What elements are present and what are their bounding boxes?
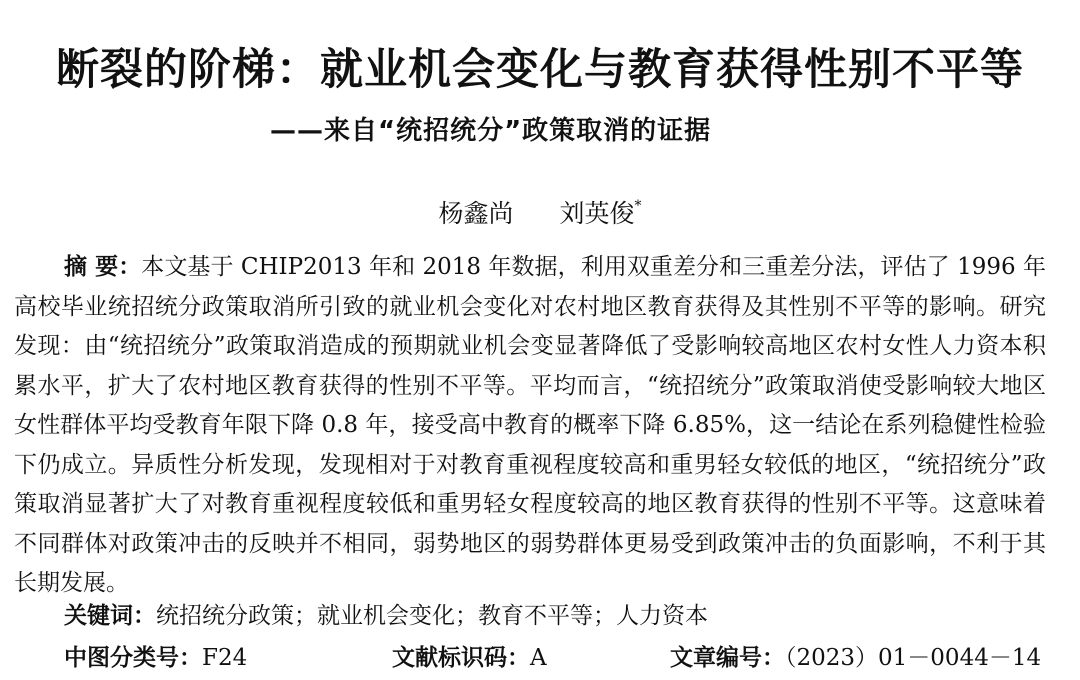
corresponding-author-mark: *: [634, 198, 642, 214]
document-code-value: A: [530, 645, 547, 671]
keywords-text: 统招统分政策；就业机会变化；教育不平等；人力资本: [156, 603, 708, 629]
paper-title: 断裂的阶梯：就业机会变化与教育获得性别不平等: [56, 45, 1024, 95]
abstract-text: 本文基于 CHIP2013 年和 2018 年数据，利用双重差分和三重差分法，评估了 1996 年高校毕业统招统分政策取消所引致的就业机会变化对农村地区教育获得及其性别不平等的影响。研究发现：由“统招统分”政策取消造成的预期就业机会变显著降低了受影响较高地区农村女性人力资本积累水平，扩大了农村地区教育获得的性别不平等。平均而言，“统招统分”政策取消使受影响较大地区女性群体平均受教育年限下降 0.8 年，接受高中教育的概率下降 6.85%，这一结论在系列稳健性检验下仍成立。异质性分析发现，发现相对于对教育重视程度较高和重男轻女较低的地区，“统招统分”政策取消显著扩大了对教育重视程度较低和重男轻女程度较高的地区教育获得的性别不平等。这意味着不同群体对政策冲击的反映并不相同，弱势地区的弱势群体更易受到政策冲击的负面影响，不利于其长期发展。: [14, 254, 1046, 596]
keywords-line: [64, 596, 708, 636]
article-number-label: 文章编号：: [670, 645, 785, 671]
clc-label: 中图分类号：: [64, 645, 202, 671]
author-name-1: 杨鑫尚: [438, 199, 514, 228]
abstract-paragraph: [14, 248, 1046, 604]
paper-subtitle: ——来自“统招统分”政策取消的证据: [270, 116, 712, 146]
document-code-label: 文献标识码：: [392, 645, 530, 671]
clc-value: F24: [202, 645, 248, 671]
abstract-label: 摘 要：: [64, 254, 142, 280]
author-line: [0, 186, 1080, 234]
keywords-label: 关键词：: [64, 603, 156, 629]
document-code: [392, 638, 547, 678]
clc-number: [64, 638, 247, 678]
article-number-value: （2023）01－0044－14: [785, 645, 1042, 671]
author-name-2: 刘英俊: [559, 199, 635, 228]
article-number: [670, 638, 1041, 678]
